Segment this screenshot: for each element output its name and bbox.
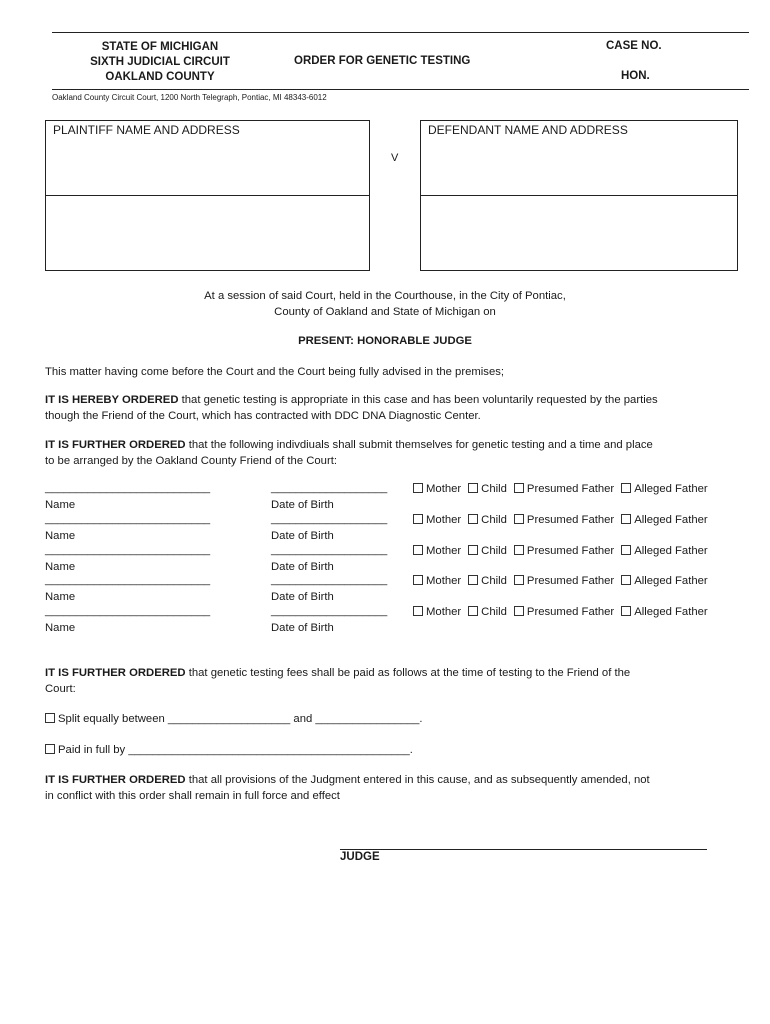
role-option-label: Presumed Father (526, 575, 615, 587)
checkbox-icon[interactable] (413, 514, 423, 524)
ordered-2-lead: IT IS FURTHER ORDERED (45, 439, 186, 451)
name-field[interactable]: ___________________________ (45, 544, 211, 556)
checkbox-icon[interactable] (413, 606, 423, 616)
ordered-1-text-1: that genetic testing is appropriate in this case and has been voluntarily requested by the parties (178, 394, 658, 406)
judge-label: JUDGE (340, 851, 380, 863)
role-option-label: Mother (426, 575, 462, 587)
case-no-label: CASE NO. (606, 40, 662, 52)
role-option-alleged-father[interactable] (621, 575, 707, 587)
role-option-presumed-father[interactable] (514, 545, 614, 557)
role-option-child[interactable] (468, 575, 507, 587)
ordered-4-text-2: in conflict with this order shall remain in full force and effect (45, 790, 340, 802)
hon-label: HON. (621, 70, 650, 82)
role-option-alleged-father[interactable] (621, 606, 707, 618)
judge-signature-line[interactable] (340, 849, 707, 850)
ordered-1-text-2: though the Friend of the Court, which has contracted with DDC DNA Diagnostic Center. (45, 410, 481, 422)
role-option-label: Alleged Father (634, 575, 708, 587)
checkbox-icon[interactable] (413, 483, 423, 493)
court-county: OAKLAND COUNTY (105, 71, 215, 83)
name-field[interactable]: ___________________________ (45, 574, 211, 586)
dob-label: Date of Birth (271, 561, 334, 573)
role-option-mother[interactable] (413, 575, 461, 587)
checkbox-icon[interactable] (413, 545, 423, 555)
role-option-child[interactable] (468, 545, 507, 557)
role-option-label: Child (481, 545, 507, 557)
checkbox-icon[interactable] (514, 545, 524, 555)
checkbox-icon[interactable] (468, 545, 478, 555)
ordered-paragraph-2 (45, 437, 745, 469)
paid-in-full-checkbox[interactable] (45, 744, 55, 754)
name-field[interactable]: ___________________________ (45, 605, 211, 617)
checkbox-icon[interactable] (514, 575, 524, 585)
plaintiff-name-box[interactable] (45, 120, 370, 196)
role-option-label: Presumed Father (526, 483, 615, 495)
ordered-paragraph-1 (45, 392, 745, 424)
role-option-label: Child (481, 483, 507, 495)
split-party-1-field[interactable]: ____________________ (167, 713, 291, 725)
role-options (413, 545, 708, 557)
role-option-label: Child (481, 514, 507, 526)
role-option-label: Mother (426, 606, 462, 618)
ordered-paragraph-4 (45, 772, 745, 804)
court-address: Oakland County Circuit Court, 1200 North Telegraph, Pontiac, MI 48343-6012 (52, 93, 327, 102)
ordered-4-lead: IT IS FURTHER ORDERED (45, 774, 186, 786)
role-option-presumed-father[interactable] (514, 483, 614, 495)
present-judge: PRESENT: HONORABLE JUDGE (298, 335, 472, 347)
split-and-label: and (293, 713, 313, 725)
checkbox-icon[interactable] (468, 483, 478, 493)
role-option-label: Alleged Father (634, 483, 708, 495)
role-option-child[interactable] (468, 514, 507, 526)
checkbox-icon[interactable] (413, 575, 423, 585)
paid-in-full-label: Paid in full by (58, 744, 126, 756)
role-option-presumed-father[interactable] (514, 575, 614, 587)
checkbox-icon[interactable] (514, 514, 524, 524)
plaintiff-label: PLAINTIFF NAME AND ADDRESS (53, 123, 240, 137)
paid-by-field[interactable]: ______________________________________________. (128, 744, 413, 756)
role-options (413, 514, 708, 526)
session-line-1: At a session of said Court, held in the Courthouse, in the City of Pontiac, (204, 290, 566, 302)
role-option-alleged-father[interactable] (621, 483, 707, 495)
header-top-rule (52, 32, 749, 33)
split-equally-checkbox[interactable] (45, 713, 55, 723)
name-field[interactable]: ___________________________ (45, 513, 211, 525)
session-line-2: County of Oakland and State of Michigan on (274, 306, 496, 318)
name-label: Name (45, 530, 76, 542)
role-option-mother[interactable] (413, 514, 461, 526)
ordered-3-text-1: that genetic testing fees shall be paid as follows at the time of testing to the Friend of the (185, 667, 631, 679)
role-option-label: Alleged Father (634, 606, 708, 618)
role-option-label: Child (481, 575, 507, 587)
checkbox-icon[interactable] (514, 483, 524, 493)
role-option-label: Presumed Father (526, 606, 615, 618)
ordered-4-text-1: that all provisions of the Judgment entered in this cause, and as subsequently amended, not (185, 774, 650, 786)
header-bottom-rule (52, 89, 749, 90)
court-name-block (45, 40, 275, 85)
role-options (413, 575, 708, 587)
form-title: ORDER FOR GENETIC TESTING (294, 55, 471, 67)
role-option-label: Alleged Father (634, 514, 708, 526)
role-option-mother[interactable] (413, 545, 461, 557)
role-option-alleged-father[interactable] (621, 545, 707, 557)
ordered-3-text-2: Court: (45, 683, 76, 695)
paid-in-full-option (45, 742, 413, 758)
role-option-label: Mother (426, 483, 462, 495)
role-option-child[interactable] (468, 483, 507, 495)
role-option-label: Mother (426, 545, 462, 557)
role-option-label: Presumed Father (526, 545, 615, 557)
dob-field[interactable]: ___________________ (271, 574, 388, 586)
ordered-1-lead: IT IS HEREBY ORDERED (45, 394, 179, 406)
checkbox-icon[interactable] (468, 606, 478, 616)
versus-label: V (391, 152, 399, 164)
checkbox-icon[interactable] (621, 514, 631, 524)
role-option-label: Alleged Father (634, 545, 708, 557)
dob-label: Date of Birth (271, 591, 334, 603)
dob-label: Date of Birth (271, 530, 334, 542)
court-circuit: SIXTH JUDICIAL CIRCUIT (90, 56, 230, 68)
name-label: Name (45, 499, 76, 511)
role-option-mother[interactable] (413, 606, 461, 618)
defendant-address-box[interactable] (420, 195, 738, 271)
dob-field[interactable]: ___________________ (271, 544, 388, 556)
intro-paragraph: This matter having come before the Court and the Court being fully advised in the premises; (45, 366, 505, 378)
name-label: Name (45, 561, 76, 573)
role-option-label: Presumed Father (526, 514, 615, 526)
dob-label: Date of Birth (271, 499, 334, 511)
split-equally-option (45, 711, 422, 727)
court-state: STATE OF MICHIGAN (101, 41, 219, 53)
role-option-mother[interactable] (413, 483, 461, 495)
checkbox-icon[interactable] (621, 606, 631, 616)
split-equally-label: Split equally between (58, 713, 165, 725)
defendant-name-box[interactable] (420, 120, 738, 196)
ordered-3-lead: IT IS FURTHER ORDERED (45, 667, 186, 679)
ordered-2-text-1: that the following indivdiuals shall submit themselves for genetic testing and a time and place (185, 439, 653, 451)
role-options (413, 483, 708, 495)
role-option-presumed-father[interactable] (514, 606, 614, 618)
checkbox-icon[interactable] (514, 606, 524, 616)
checkbox-icon[interactable] (468, 514, 478, 524)
role-option-presumed-father[interactable] (514, 514, 614, 526)
dob-field[interactable]: ___________________ (271, 482, 388, 494)
defendant-label: DEFENDANT NAME AND ADDRESS (428, 123, 628, 137)
plaintiff-address-box[interactable] (45, 195, 370, 271)
role-option-child[interactable] (468, 606, 507, 618)
split-party-2-field[interactable]: _________________. (315, 713, 423, 725)
name-label: Name (45, 591, 76, 603)
ordered-2-text-2: to be arranged by the Oakland County Friend of the Court: (45, 455, 338, 467)
role-option-label: Mother (426, 514, 462, 526)
role-option-label: Child (481, 606, 507, 618)
dob-field[interactable]: ___________________ (271, 605, 388, 617)
ordered-paragraph-3 (45, 665, 745, 697)
name-label: Name (45, 622, 76, 634)
dob-label: Date of Birth (271, 622, 334, 634)
checkbox-icon[interactable] (621, 483, 631, 493)
checkbox-icon[interactable] (621, 575, 631, 585)
name-field[interactable]: ___________________________ (45, 482, 211, 494)
role-option-alleged-father[interactable] (621, 514, 707, 526)
role-options (413, 606, 708, 618)
dob-field[interactable]: ___________________ (271, 513, 388, 525)
checkbox-icon[interactable] (468, 575, 478, 585)
checkbox-icon[interactable] (621, 545, 631, 555)
